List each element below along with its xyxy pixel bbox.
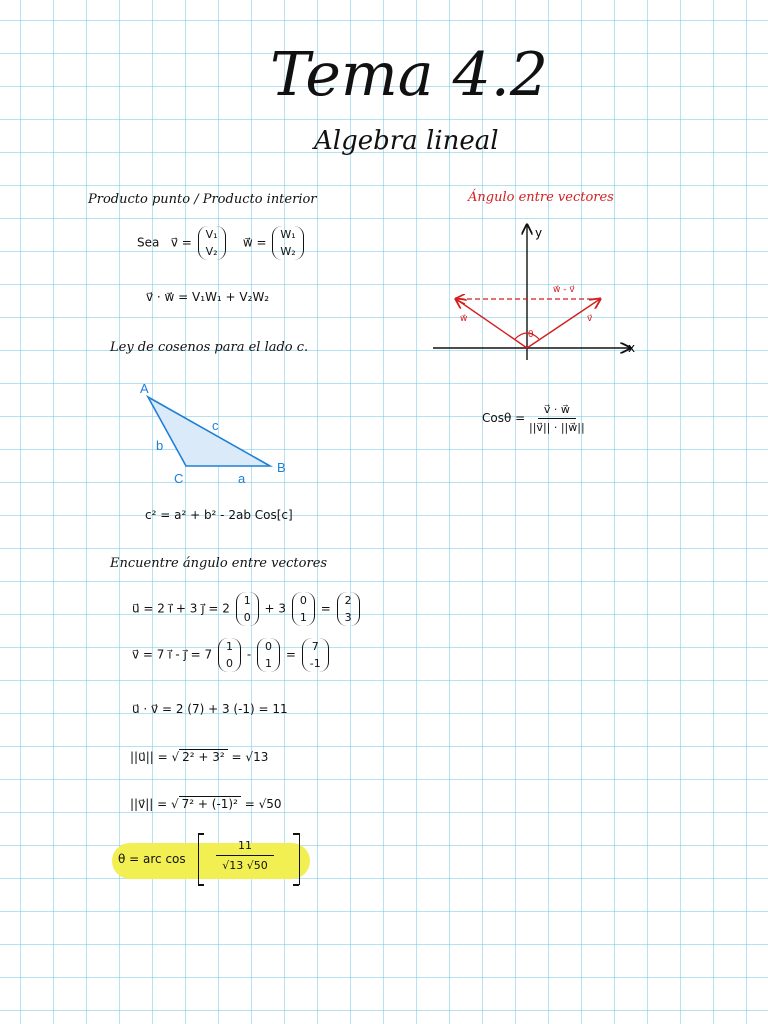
matrix-entry: -1 xyxy=(309,657,321,670)
matrix-entry: 1 xyxy=(243,594,251,607)
v-definition: v⃗ = 7 i⃗ - j⃗ = 7 xyxy=(132,647,213,662)
cos-denominator: ||v⃗|| · ||w⃗|| xyxy=(529,421,585,434)
dot-product-formula: v⃗ · w⃗ = V₁W₁ + V₂W₂ xyxy=(146,290,270,304)
norm-v-lhs: ||v⃗|| = xyxy=(130,797,168,811)
matrix xyxy=(337,592,360,626)
matrix-entry: 7 xyxy=(311,640,319,653)
angle-heading: Ángulo entre vectores xyxy=(468,190,614,205)
w-matrix xyxy=(272,226,303,260)
side-a-label: a xyxy=(238,471,246,486)
bracket-tick xyxy=(293,833,299,835)
norm-u-rhs: = √13 xyxy=(231,750,269,764)
bracket-tick xyxy=(293,884,299,886)
side-c-label: c xyxy=(212,418,219,433)
norm-v-rhs: = √50 xyxy=(244,797,282,811)
operator: = xyxy=(285,647,296,662)
w-vector-label: w⃗ xyxy=(460,314,468,324)
page-subtitle: Algebra lineal xyxy=(314,126,499,156)
matrix-entry: 1 xyxy=(265,657,273,670)
norm-v-row xyxy=(130,797,282,811)
triangle-diagram xyxy=(130,375,300,490)
matrix xyxy=(292,592,315,626)
sea-label: Sea xyxy=(137,235,160,250)
vector-definition xyxy=(137,226,306,260)
theta-fraction xyxy=(216,839,274,872)
cos-numerator: v⃗ · w⃗ xyxy=(538,403,576,419)
matrix-entry: V₁ xyxy=(205,228,218,241)
x-axis-label: x xyxy=(628,341,636,355)
matrix-entry: V₂ xyxy=(205,245,218,258)
norm-u-lhs: ||u⃗|| = xyxy=(130,750,168,764)
matrix-entry: 0 xyxy=(243,611,251,624)
matrix-entry: 1 xyxy=(226,640,234,653)
theta-label: θ xyxy=(528,330,534,340)
bracket-tick xyxy=(198,884,204,886)
matrix-entry: 0 xyxy=(226,657,234,670)
theta-numerator: 11 xyxy=(216,839,274,856)
matrix-entry: 3 xyxy=(344,611,352,624)
w-minus-v-label: w⃗ - v⃗ xyxy=(553,285,575,295)
cos-label: Cosθ = xyxy=(482,411,526,425)
u-vector-row xyxy=(132,592,362,626)
dot-product-heading: Producto punto / Producto interior xyxy=(88,192,317,207)
matrix-entry: 0 xyxy=(299,594,307,607)
norm-u-radicand: 2² + 3² xyxy=(179,749,228,764)
matrix-entry: 1 xyxy=(299,611,307,624)
norm-v-radicand: 7² + (-1)² xyxy=(179,796,241,811)
cos-theta-formula xyxy=(482,403,585,434)
law-of-cosines-heading: Ley de cosenos para el lado c. xyxy=(110,340,309,355)
w-label: w⃗ = xyxy=(242,235,267,250)
v-label: v⃗ = xyxy=(170,235,192,250)
page-title: Tema 4.2 xyxy=(270,40,549,110)
y-axis-label: y xyxy=(535,226,543,240)
example-heading: Encuentre ángulo entre vectores xyxy=(110,556,328,571)
v-vector-label: v⃗ xyxy=(587,314,593,324)
sqrt-symbol: √ xyxy=(170,797,179,811)
dot-product-result: u⃗ · v⃗ = 2 (7) + 3 (-1) = 11 xyxy=(132,702,288,716)
matrix-entry: W₂ xyxy=(280,245,296,258)
operator: - xyxy=(246,647,252,662)
vertex-c-label: C xyxy=(174,471,184,486)
triangle xyxy=(148,397,270,466)
v-matrix xyxy=(198,226,226,260)
matrix xyxy=(236,592,259,626)
u-definition: u⃗ = 2 i⃗ + 3 j⃗ = 2 xyxy=(132,601,230,616)
side-b-label: b xyxy=(156,438,164,453)
vertex-a-label: A xyxy=(140,381,149,396)
matrix xyxy=(218,638,241,672)
matrix-entry: 2 xyxy=(344,594,352,607)
theta-lhs: θ = arc cos xyxy=(118,852,186,866)
matrix xyxy=(302,638,329,672)
matrix-entry: 0 xyxy=(265,640,273,653)
sqrt-symbol: √ xyxy=(171,750,180,764)
matrix xyxy=(257,638,280,672)
v-vector-row xyxy=(132,638,331,672)
law-of-cosines-formula: c² = a² + b² - 2ab Cos[c] xyxy=(145,508,293,522)
operator: + 3 xyxy=(264,601,287,616)
operator: = xyxy=(320,601,331,616)
bracket-tick xyxy=(198,833,204,835)
fraction xyxy=(216,839,274,872)
cos-fraction xyxy=(529,403,585,434)
title-underline xyxy=(272,100,472,102)
norm-u-row xyxy=(130,750,268,764)
matrix-entry: W₁ xyxy=(280,228,296,241)
theta-denominator: √13 √50 xyxy=(222,859,268,872)
vector-diagram xyxy=(425,215,655,365)
vertex-b-label: B xyxy=(277,460,286,475)
